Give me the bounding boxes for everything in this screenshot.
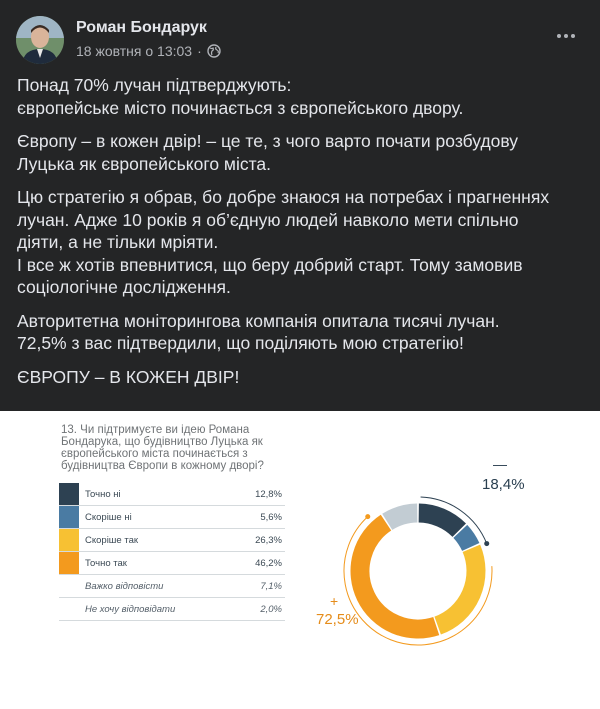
post-image[interactable]	[0, 411, 600, 709]
post-paragraph: Європу – в кожен двір! – це те, з чого варто почати розбудову Луцька як європейського міста.	[17, 131, 519, 174]
legend-swatch	[59, 552, 79, 574]
post-text	[17, 74, 587, 399]
table-row	[59, 552, 285, 575]
row-value: 5,6%	[260, 512, 282, 523]
meta-separator: ·	[197, 43, 202, 59]
row-value: 46,2%	[255, 558, 282, 569]
donut-slice-2	[438, 548, 476, 625]
post-paragraph: Авторитетна моніторингова компанія опитала тисячі лучан. 72,5% з вас підтвердили, що поділяють мою стратегію!	[17, 310, 500, 353]
post-date[interactable]: 18 жовтня о 13:03	[76, 43, 193, 59]
donut-slice-0	[419, 513, 459, 530]
legend-swatch	[59, 483, 79, 505]
row-label: Важко відповісти	[85, 581, 164, 592]
post-paragraph: ЄВРОПУ – В КОЖЕН ДВІР!	[17, 366, 240, 387]
legend-swatch	[59, 529, 79, 551]
more-dots-icon	[556, 33, 576, 39]
post-meta	[76, 43, 221, 59]
row-label: Точно ні	[85, 489, 121, 500]
row-value: 2,0%	[260, 604, 282, 615]
row-label: Не хочу відповідати	[85, 604, 176, 615]
post-paragraph: Понад 70% лучан підтверджують: європейське місто починається з європейського двору.	[17, 75, 464, 118]
table-row	[59, 483, 285, 506]
table-row	[59, 529, 285, 552]
table-row	[59, 506, 285, 529]
table-row	[59, 598, 285, 621]
negative-sign: —	[493, 456, 507, 472]
donut-slice-1	[460, 531, 470, 547]
row-value: 26,3%	[255, 535, 282, 546]
post-paragraph: Цю стратегію я обрав, бо добре знаюся на потребах і прагненнях лучан. Адже 10 років я об’єдную людей навколо мети спільно діяти, а не тільки мріяти. І все ж хотів впевнитися, що беру добрий старт. Тому замовив соціологічне дослідження.	[17, 187, 550, 297]
negative-total: 18,4%	[482, 476, 525, 493]
author-name[interactable]: Роман Бондарук	[76, 19, 207, 36]
donut-slice-4	[387, 513, 417, 522]
table-row	[59, 575, 285, 598]
row-value: 12,8%	[255, 489, 282, 500]
post-header	[0, 0, 600, 72]
globe-icon[interactable]	[207, 44, 221, 58]
survey-table	[59, 483, 285, 621]
positive-total: 72,5%	[316, 611, 359, 628]
more-options-button[interactable]	[552, 26, 580, 46]
donut-chart	[300, 411, 600, 709]
survey-question: 13. Чи підтримуєте ви ідею Романа Бондарука, що будівництво Луцька як європейського міста починається з будівництва Європи в кожному дворі?	[61, 424, 264, 472]
avatar[interactable]	[16, 16, 64, 64]
legend-swatch	[59, 506, 79, 528]
avatar-image	[16, 16, 64, 64]
row-label: Скоріше ні	[85, 512, 132, 523]
positive-guide-arc-dot	[365, 514, 370, 519]
row-value: 7,1%	[260, 581, 282, 592]
positive-sign: +	[330, 593, 339, 609]
row-label: Точно так	[85, 558, 127, 569]
negative-guide-arc-dot	[484, 541, 489, 546]
donut-slice-3	[360, 523, 436, 629]
row-label: Скоріше так	[85, 535, 139, 546]
